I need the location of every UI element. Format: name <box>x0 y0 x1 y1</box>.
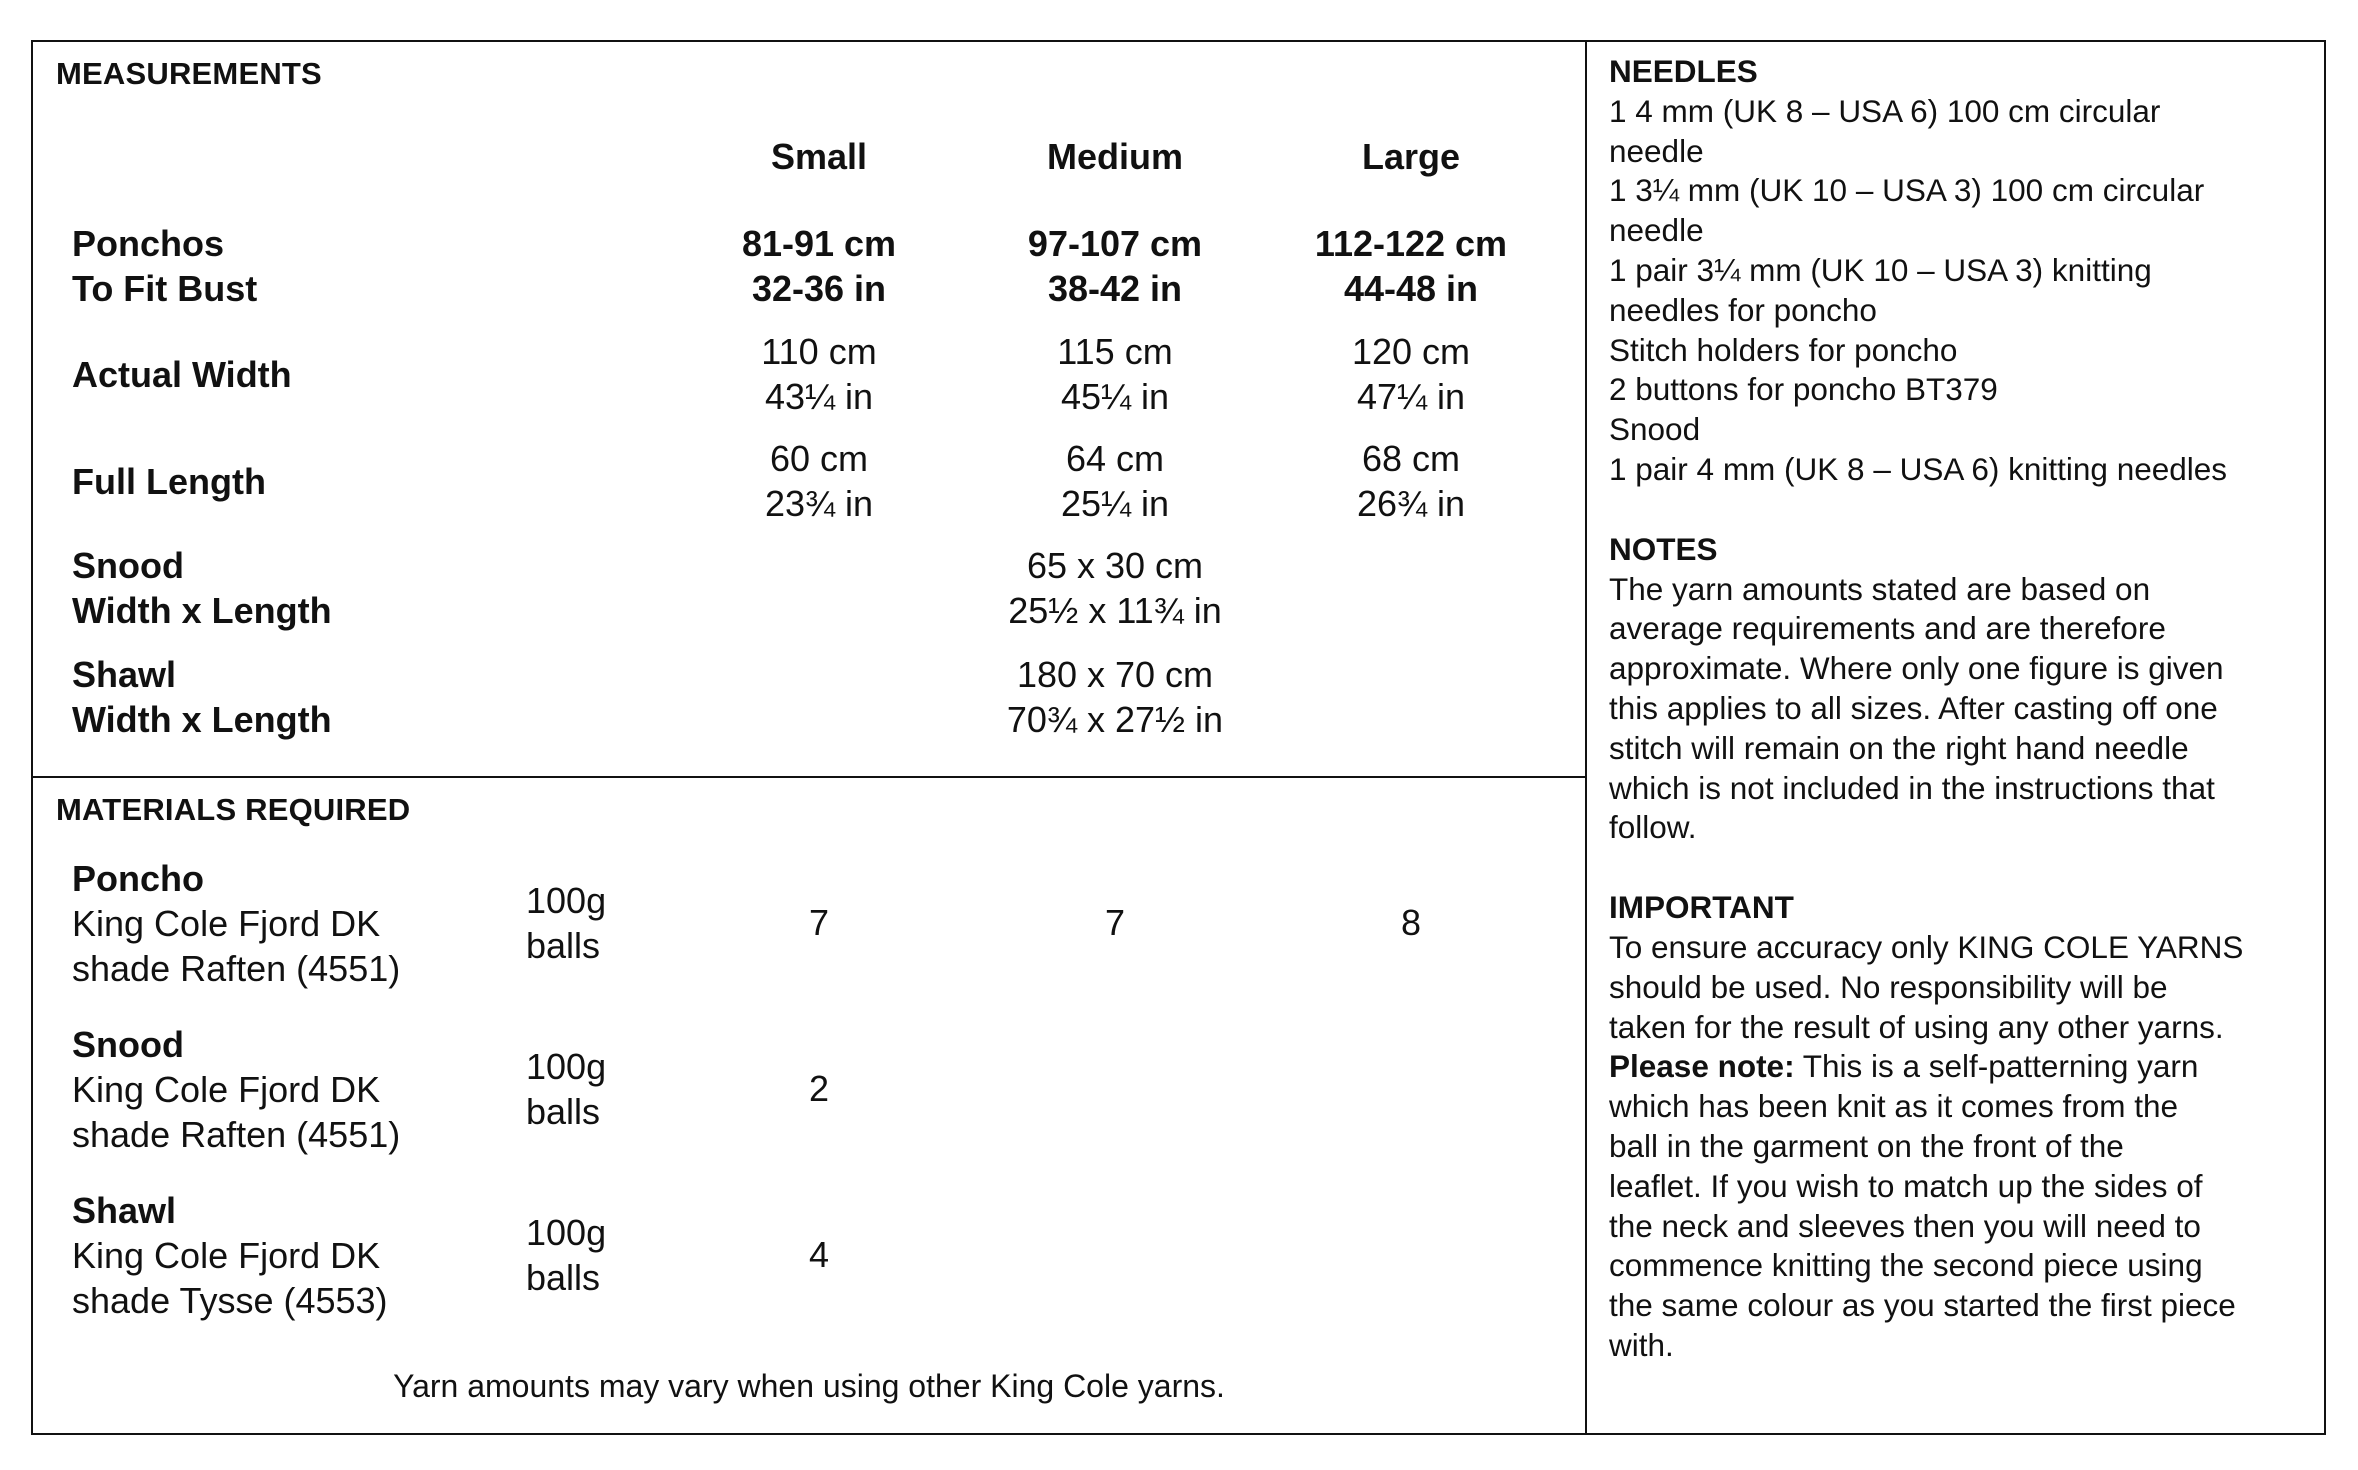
bust-large-cm: 112-122 cm <box>1314 223 1508 264</box>
poncho-qty-small: 7 <box>808 902 830 943</box>
notes-line: The yarn amounts stated are based on <box>1609 570 2151 607</box>
unit-weight: 100g <box>526 880 607 921</box>
please-note-line: with. <box>1609 1326 1674 1363</box>
unit-weight: 100g <box>526 1212 607 1253</box>
notes-line: this applies to all sizes. After casting off one <box>1609 689 2218 726</box>
unit-type: balls <box>526 1091 601 1132</box>
poncho-qty-large: 8 <box>1400 902 1422 943</box>
measurements-heading: MEASUREMENTS <box>56 56 322 91</box>
materials-heading: MATERIALS REQUIRED <box>56 792 411 827</box>
width-small-in: 43¼ in <box>764 376 874 417</box>
needles-heading: NEEDLES <box>1609 53 1758 89</box>
length-large-cm: 68 cm <box>1361 438 1461 479</box>
needles-line: 1 pair 3¼ mm (UK 10 – USA 3) knitting <box>1609 251 2152 288</box>
needles-line: Stitch holders for poncho <box>1609 331 1958 368</box>
notes-line: which is not included in the instructions that <box>1609 769 2215 806</box>
yarn-amounts-note: Yarn amounts may vary when using other King Cole yarns. <box>393 1368 1225 1404</box>
please-note-text: This is a self-patterning yarn <box>1794 1048 2199 1085</box>
length-small-in: 23¾ in <box>764 483 874 524</box>
ponchos-label: Ponchos <box>72 223 225 264</box>
column-divider <box>1585 40 1587 1435</box>
shawl-size-in: 70¾ x 27½ in <box>1006 699 1224 740</box>
material-unit <box>526 1044 606 1134</box>
material-yarn: King Cole Fjord DK <box>72 903 381 944</box>
notes-heading: NOTES <box>1609 530 1718 567</box>
shawl-dimension-label: Width x Length <box>72 699 332 740</box>
material-shawl <box>72 1188 388 1323</box>
needles-line: 1 pair 4 mm (UK 8 – USA 6) knitting needles <box>1609 450 2228 487</box>
length-small-cm: 60 cm <box>769 438 869 479</box>
to-fit-bust-label: To Fit Bust <box>72 268 258 309</box>
size-header-large: Large <box>1361 136 1461 177</box>
material-poncho <box>72 856 400 991</box>
snood-dimension-label: Width x Length <box>72 590 332 631</box>
material-snood <box>72 1022 400 1157</box>
material-shade: shade Raften (4551) <box>72 1114 401 1155</box>
unit-type: balls <box>526 1257 601 1298</box>
width-large-in: 47¼ in <box>1356 376 1466 417</box>
shawl-label: Shawl <box>72 654 177 695</box>
important-line: should be used. No responsibility will be <box>1609 968 2168 1005</box>
bust-small-cm: 81-91 cm <box>741 223 897 264</box>
please-note-line: leaflet. If you wish to match up the sides of <box>1609 1167 2203 1204</box>
snood-size-in: 25½ x 11¾ in <box>1008 590 1222 631</box>
poncho-qty-medium: 7 <box>1104 902 1126 943</box>
please-note-label: Please note: <box>1609 1048 1795 1085</box>
please-note-line: which has been knit as it comes from the <box>1609 1088 2179 1125</box>
material-name: Poncho <box>72 858 204 899</box>
right-column <box>1609 52 2319 1366</box>
needles-line: needle <box>1609 132 1704 169</box>
please-note-line: the same colour as you started the first piece <box>1609 1287 2236 1324</box>
length-medium-in: 25¼ in <box>1060 483 1170 524</box>
needles-line: 1 3¼ mm (UK 10 – USA 3) 100 cm circular <box>1609 172 2205 209</box>
snood-qty: 2 <box>808 1068 830 1109</box>
material-shade: shade Raften (4551) <box>72 948 401 989</box>
important-heading: IMPORTANT <box>1609 889 1794 926</box>
material-name: Shawl <box>72 1190 177 1231</box>
needles-line: needles for poncho <box>1609 291 1877 328</box>
unit-weight: 100g <box>526 1046 607 1087</box>
length-medium-cm: 64 cm <box>1065 438 1165 479</box>
snood-label: Snood <box>72 545 184 586</box>
please-note-line <box>1609 1047 2319 1087</box>
actual-width-label: Actual Width <box>72 354 292 395</box>
needles-line: 1 4 mm (UK 8 – USA 6) 100 cm circular <box>1609 92 2161 129</box>
material-unit <box>526 878 606 968</box>
unit-type: balls <box>526 925 601 966</box>
please-note-line: ball in the garment on the front of the <box>1609 1127 2124 1164</box>
notes-line: stitch will remain on the right hand needle <box>1609 729 2189 766</box>
width-small-cm: 110 cm <box>761 331 877 372</box>
please-note-line: commence knitting the second piece using <box>1609 1247 2203 1284</box>
snood-size-cm: 65 x 30 cm <box>1026 545 1204 586</box>
shawl-qty: 4 <box>808 1234 830 1275</box>
size-header-medium: Medium <box>1046 136 1183 177</box>
important-line: taken for the result of using any other yarns. <box>1609 1008 2224 1045</box>
please-note-line: the neck and sleeves then you will need to <box>1609 1207 2201 1244</box>
material-yarn: King Cole Fjord DK <box>72 1235 381 1276</box>
width-large-cm: 120 cm <box>1351 331 1471 372</box>
notes-line: approximate. Where only one figure is given <box>1609 650 2224 687</box>
width-medium-in: 45¼ in <box>1060 376 1170 417</box>
needles-line: Snood <box>1609 411 1701 448</box>
important-line: To ensure accuracy only KING COLE YARNS <box>1609 928 2244 965</box>
shawl-size-cm: 180 x 70 cm <box>1016 654 1214 695</box>
material-yarn: King Cole Fjord DK <box>72 1069 381 1110</box>
length-large-in: 26¾ in <box>1356 483 1466 524</box>
needles-line: 2 buttons for poncho BT379 <box>1609 371 1998 408</box>
material-shade: shade Tysse (4553) <box>72 1280 388 1321</box>
bust-medium-in: 38-42 in <box>1047 268 1183 309</box>
bust-small-in: 32-36 in <box>751 268 887 309</box>
material-name: Snood <box>72 1024 184 1065</box>
needles-line: needle <box>1609 212 1704 249</box>
notes-line: average requirements and are therefore <box>1609 610 2166 647</box>
section-divider <box>31 776 1587 778</box>
bust-medium-cm: 97-107 cm <box>1027 223 1203 264</box>
full-length-label: Full Length <box>72 461 266 502</box>
width-medium-cm: 115 cm <box>1057 331 1173 372</box>
material-unit <box>526 1210 606 1300</box>
notes-line: follow. <box>1609 809 1697 846</box>
size-header-small: Small <box>770 136 868 177</box>
bust-large-in: 44-48 in <box>1343 268 1479 309</box>
